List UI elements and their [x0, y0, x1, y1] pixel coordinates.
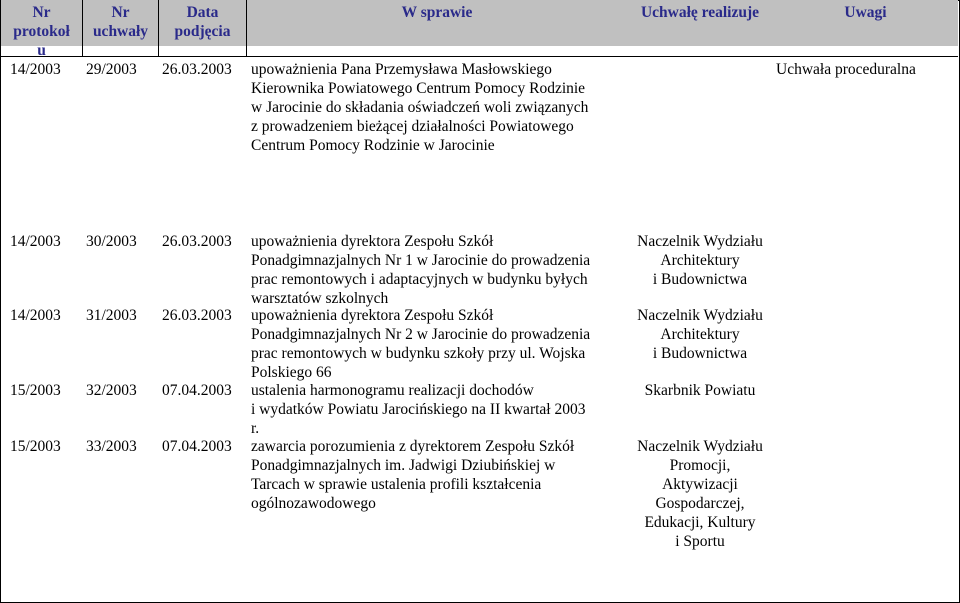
cell-data: 26.03.2003 [162, 61, 232, 78]
header-nr-protokolu: Nr protokoł u [13, 4, 70, 59]
cell-uchwale-realizuje: Naczelnik Wydziału Architektury i Budownictwa [637, 307, 763, 362]
cell-data: 26.03.2003 [162, 233, 232, 250]
header-data-podjecia: Data podjęcia [174, 4, 231, 40]
cell-nr-protokolu: 14/2003 [10, 233, 61, 250]
cell-nr-protokolu: 14/2003 [10, 61, 61, 78]
cell-data: 07.04.2003 [162, 438, 232, 455]
cell-uchwale-realizuje: Naczelnik Wydziału Architektury i Budownictwa [637, 233, 763, 288]
cell-w-sprawie: ustalenia harmonogramu realizacji dochodów i wydatków Powiatu Jarocińskiego na II kwartał 2003 r. [251, 382, 586, 437]
header-nr-uchwaly: Nr uchwały [92, 4, 149, 40]
cell-data: 07.04.2003 [162, 382, 232, 399]
cell-uchwale-realizuje: Naczelnik Wydziału Promocji, Aktywizacji Gospodarczej, Edukacji, Kultury i Sportu [637, 438, 763, 550]
cell-nr-uchwaly: 33/2003 [86, 438, 137, 455]
cell-nr-protokolu: 15/2003 [10, 382, 61, 399]
header-bottom-rule [0, 56, 958, 57]
cell-nr-uchwaly: 32/2003 [86, 382, 137, 399]
cell-nr-uchwaly: 31/2003 [86, 307, 137, 324]
cell-nr-protokolu: 14/2003 [10, 307, 61, 324]
cell-w-sprawie: upoważnienia dyrektora Zespołu Szkół Ponadgimnazjalnych Nr 2 w Jarocinie do prowadzenia prac remontowych w budynku szkoły przy ul. Wojska Polskiego 66 [251, 307, 591, 381]
header-w-sprawie: W sprawie [401, 4, 473, 21]
cell-uchwale-realizuje: Skarbnik Powiatu [644, 382, 756, 399]
cell-w-sprawie: upoważnienia Pana Przemysława Masłowskiego Kierownika Powiatowego Centrum Pomocy Rodzinie w Jarocinie do składania oświadczeń woli związanych z prowadzeniem bieżącej działalności Powiatowego Centrum Pomocy Rodzinie w Jarocinie [251, 61, 589, 154]
cell-nr-uchwaly: 30/2003 [86, 233, 137, 250]
header-uwagi: Uwagi [844, 4, 887, 21]
cell-nr-protokolu: 15/2003 [10, 438, 61, 455]
cell-uwagi: Uchwała proceduralna [776, 61, 916, 78]
cell-w-sprawie: zawarcia porozumienia z dyrektorem Zespołu Szkół Ponadgimnazjalnych im. Jadwigi Dziubińskiej w Tarcach w sprawie ustalenia profili kształcenia ogólnozawodowego [251, 438, 575, 512]
cell-nr-uchwaly: 29/2003 [86, 61, 137, 78]
cell-w-sprawie: upoważnienia dyrektora Zespołu Szkół Ponadgimnazjalnych Nr 1 w Jarocinie do prowadzenia prac remontowych i adaptacyjnych w budynku byłych warsztatów szkolnych [251, 233, 591, 307]
header-uchwale-realizuje: Uchwałę realizuje [640, 4, 760, 21]
cell-data: 26.03.2003 [162, 307, 232, 324]
